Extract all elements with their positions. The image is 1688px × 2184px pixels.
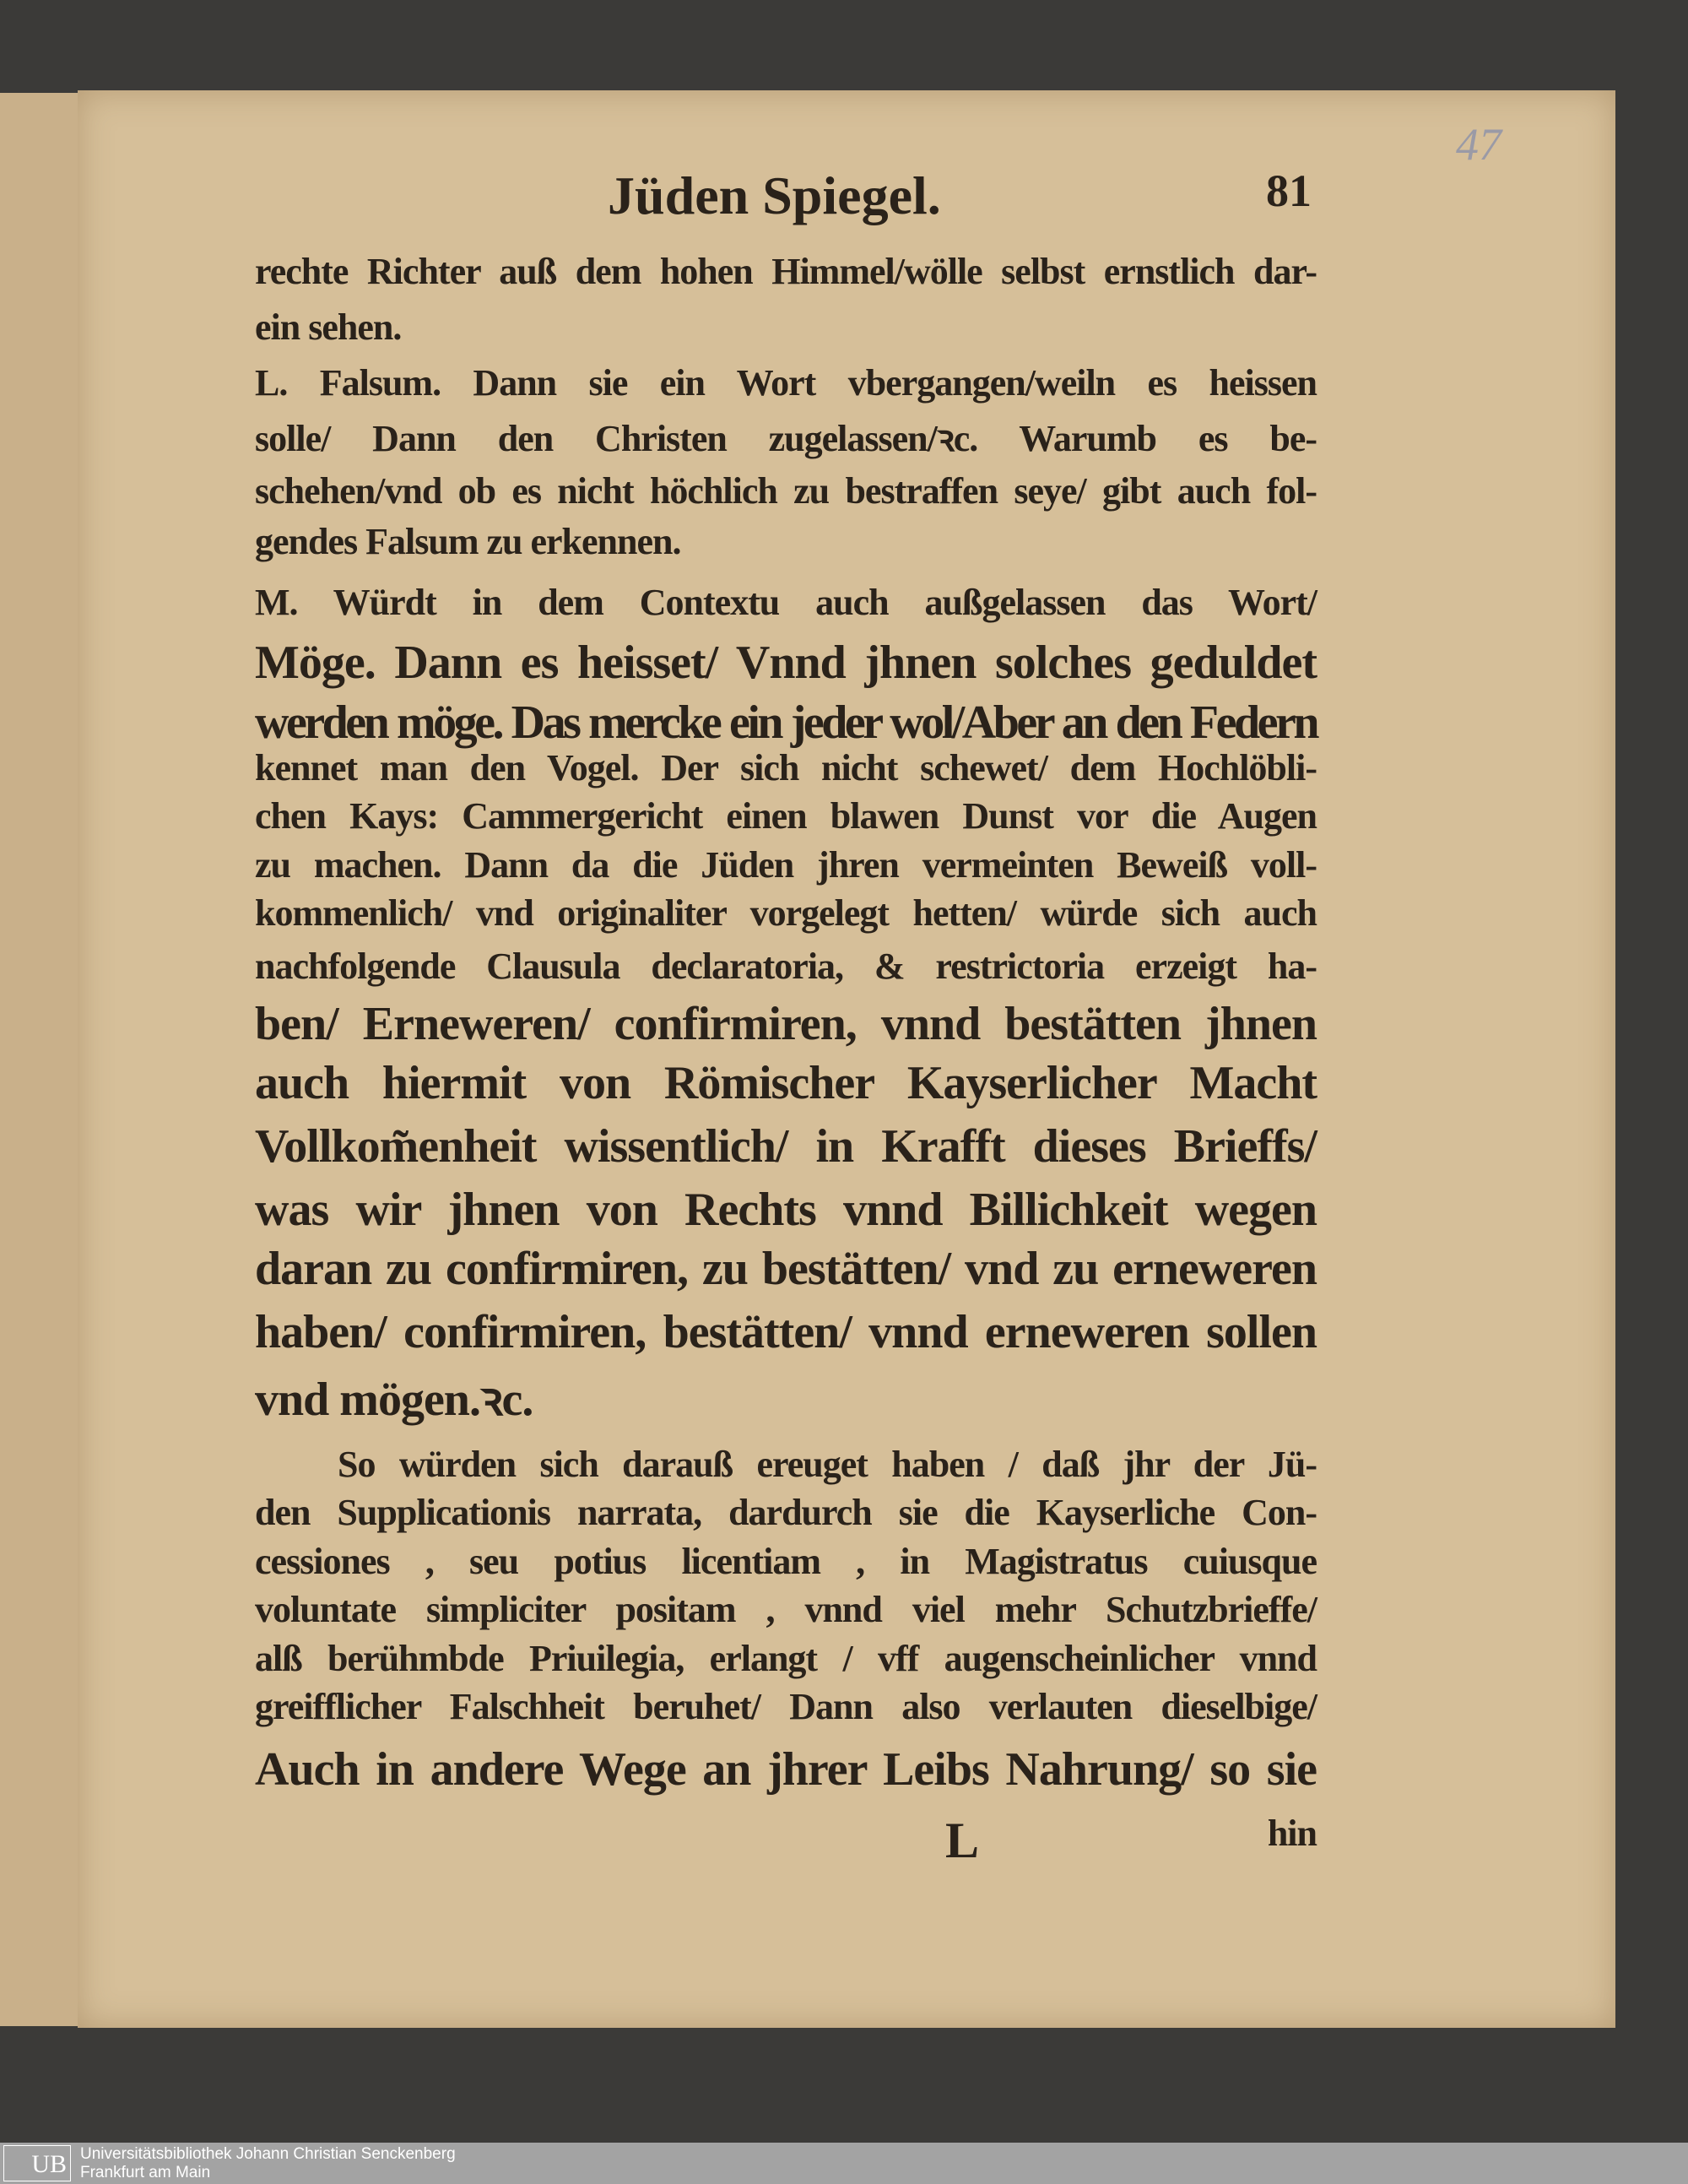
text-line: greifflicher Falschheit beruhet/ Dann also verlauten dieselbige/ bbox=[255, 1686, 1317, 1727]
text-line: Vollkom̃enheit wissentlich/ in Krafft dieses Brieffs/ bbox=[255, 1120, 1317, 1173]
text-line: kommenlich/ vnd originaliter vorgelegt hetten/ würde sich auch bbox=[255, 892, 1317, 934]
text-line: nachfolgende Clausula declaratoria, & restrictoria erzeigt ha- bbox=[255, 946, 1317, 987]
folio-mark: 47 bbox=[1456, 119, 1501, 170]
text-line: daran zu confirmiren, zu bestätten/ vnd zu erneweren bbox=[255, 1243, 1317, 1295]
running-head: Jüden Spiegel. bbox=[608, 165, 941, 225]
text-line: werden möge. Das mercke ein jeder wol/Aber an den Federn bbox=[255, 696, 1317, 749]
text-line: zu machen. Dann da die Jüden jhren vermeinten Beweiß voll- bbox=[255, 844, 1317, 886]
text-line: kennet man den Vogel. Der sich nicht schewet/ dem Hochlöbli- bbox=[255, 747, 1317, 789]
text-line: rechte Richter auß dem hohen Himmel/wölle selbst ernstlich dar- bbox=[255, 251, 1317, 292]
text-line: Möge. Dann es heisset/ Vnnd jhnen solches geduldet bbox=[255, 637, 1317, 689]
catchword: hin bbox=[1267, 1813, 1317, 1854]
text-line: vnd mögen.ꝛc. bbox=[255, 1374, 533, 1426]
footer-bar bbox=[0, 2143, 1688, 2184]
signature-mark: L bbox=[945, 1813, 980, 1868]
text-line: voluntate simpliciter positam , vnnd viel mehr Schutzbrieffe/ bbox=[255, 1589, 1317, 1630]
text-line: So würden sich darauß ereuget haben / daß jhr der Jü- bbox=[338, 1444, 1317, 1485]
text-line: was wir jhnen von Rechts vnnd Billichkeit wegen bbox=[255, 1184, 1317, 1236]
text-line: chen Kays: Cammergericht einen blawen Dunst vor die Augen bbox=[255, 795, 1317, 837]
text-line: auch hiermit von Römischer Kayserlicher Macht bbox=[255, 1057, 1317, 1109]
text-line: den Supplicationis narrata, dardurch sie die Kayserliche Con- bbox=[255, 1492, 1317, 1533]
page-number: 81 bbox=[1266, 165, 1312, 216]
text-line: haben/ confirmiren, bestätten/ vnnd erneweren sollen bbox=[255, 1306, 1317, 1358]
library-name: Universitätsbibliothek Johann Christian Senckenberg bbox=[80, 2145, 456, 2163]
text-line: ben/ Erneweren/ confirmiren, vnnd bestätten jhnen bbox=[255, 998, 1317, 1050]
library-logo: UB bbox=[3, 2145, 71, 2181]
text-line: L. Falsum. Dann sie ein Wort vbergangen/weiln es heissen bbox=[255, 362, 1317, 404]
text-line: M. Würdt in dem Contextu auch außgelassen das Wort/ bbox=[255, 582, 1317, 623]
text-line: solle/ Dann den Christen zugelassen/ꝛc. Warumb es be- bbox=[255, 418, 1317, 459]
text-line: ein sehen. bbox=[255, 306, 402, 348]
library-city: Frankfurt am Main bbox=[80, 2164, 211, 2181]
text-line: gendes Falsum zu erkennen. bbox=[255, 521, 681, 562]
text-line: schehen/vnd ob es nicht höchlich zu bestraffen seye/ gibt auch fol- bbox=[255, 470, 1317, 512]
facing-page-edge bbox=[0, 93, 80, 2026]
text-line: alß berühmbde Priuilegia, erlangt / vff augenscheinlicher vnnd bbox=[255, 1638, 1317, 1679]
text-line: cessiones , seu potius licentiam , in Magistratus cuiusque bbox=[255, 1541, 1317, 1582]
text-line: Auch in andere Wege an jhrer Leibs Nahrung/ so sie bbox=[255, 1743, 1317, 1796]
